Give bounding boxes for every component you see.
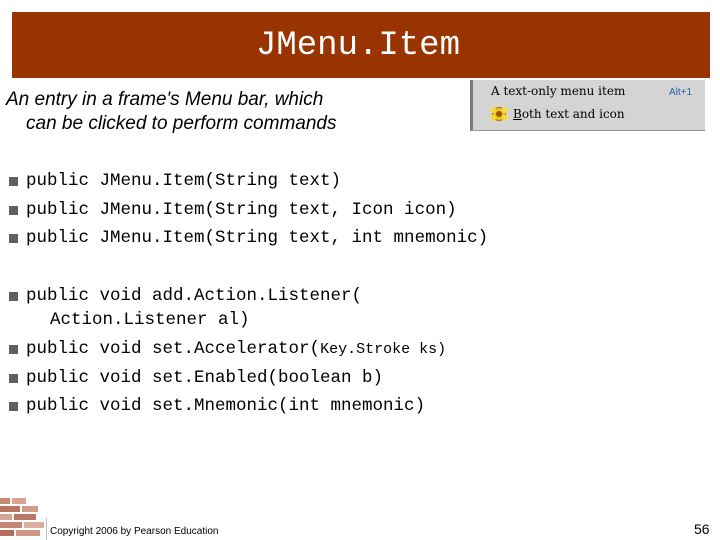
slide-title: JMenu.Item bbox=[255, 27, 460, 65]
copyright-text: Copyright 2006 by Pearson Education bbox=[50, 526, 219, 537]
menu-example-screenshot bbox=[470, 80, 705, 131]
menu-item-label: oth text and icon bbox=[521, 107, 625, 121]
slide-subtitle bbox=[6, 88, 426, 136]
bullet-icon bbox=[9, 292, 18, 301]
bullet-icon bbox=[9, 345, 18, 354]
method-add-action-listener: public void add.Action.Listener( bbox=[26, 286, 363, 306]
constructor-text: public JMenu.Item(String text) bbox=[26, 171, 342, 191]
method-set-accelerator-arg: Key.Stroke ks) bbox=[320, 341, 447, 358]
menu-item-text-only: A text-only menu item bbox=[491, 84, 626, 98]
constructor-text-icon: public JMenu.Item(String text, Icon icon) bbox=[26, 200, 457, 220]
menu-item-text-and-icon bbox=[489, 105, 625, 123]
brick-decoration bbox=[0, 492, 46, 540]
title-bar bbox=[12, 12, 710, 78]
bullet-icon bbox=[9, 402, 18, 411]
subtitle-line-1: An entry in a frame's Menu bar, which bbox=[6, 89, 324, 110]
method-set-accelerator bbox=[26, 339, 446, 360]
menu-item-accelerator: Alt+1 bbox=[669, 87, 693, 98]
bullet-icon bbox=[9, 177, 18, 186]
bullet-icon bbox=[9, 374, 18, 383]
bullet-icon bbox=[9, 206, 18, 215]
method-set-enabled: public void set.Enabled(boolean b) bbox=[26, 368, 384, 388]
constructor-text-mnemonic: public JMenu.Item(String text, int mnemonic) bbox=[26, 228, 489, 248]
subtitle-line-2: can be clicked to perform commands bbox=[26, 113, 337, 134]
flower-icon bbox=[489, 105, 509, 123]
mnemonic-letter: B bbox=[513, 107, 522, 121]
footer-divider bbox=[46, 518, 47, 540]
method-add-action-listener-arg: Action.Listener al) bbox=[50, 310, 250, 330]
method-set-accelerator-sig: public void set.Accelerator( bbox=[26, 339, 321, 359]
page-number: 56 bbox=[694, 521, 710, 537]
bullet-icon bbox=[9, 234, 18, 243]
method-set-mnemonic: public void set.Mnemonic(int mnemonic) bbox=[26, 396, 426, 416]
